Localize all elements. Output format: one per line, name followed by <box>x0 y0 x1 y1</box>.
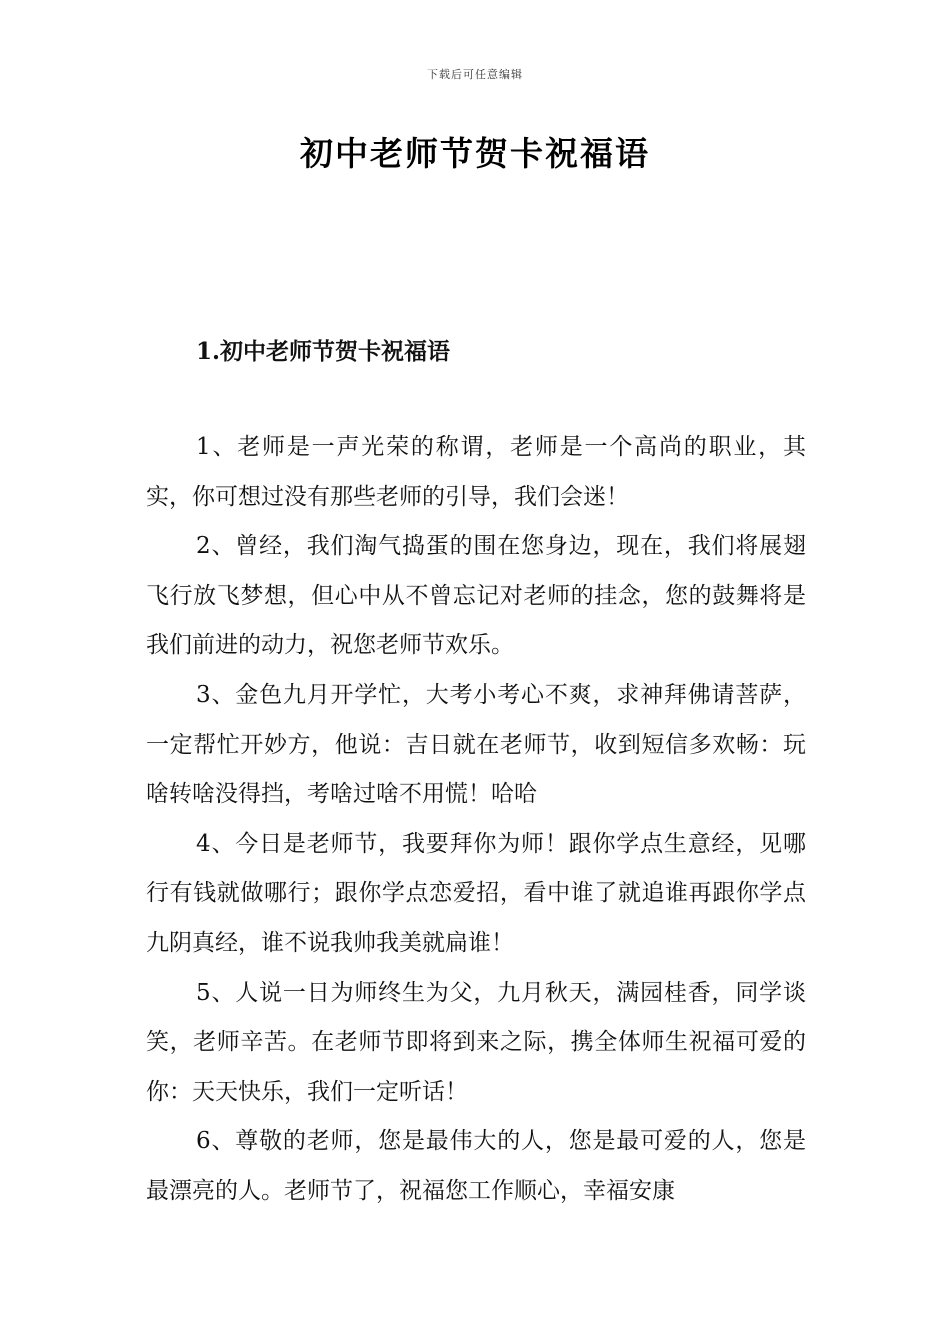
section-heading: 1.初中老师节贺卡祝福语 <box>196 338 451 365</box>
paragraph: 3、金色九月开学忙，大考小考心不爽，求神拜佛请菩萨，一定帮忙开妙方，他说：吉日就在老师节，收到短信多欢畅：玩啥转啥没得挡，考啥过啥不用慌！哈哈 <box>146 681 806 808</box>
paragraph: 4、今日是老师节，我要拜你为师！跟你学点生意经，见哪行有钱就做哪行；跟你学点恋爱招，看中谁了就追谁再跟你学点九阴真经，谁不说我帅我美就扁谁！ <box>146 830 806 956</box>
paragraph: 2、曾经，我们淘气捣蛋的围在您身边，现在，我们将展翅飞行放飞梦想，但心中从不曾忘记对老师的挂念，您的鼓舞将是我们前进的动力，祝您老师节欢乐。 <box>146 533 806 659</box>
paragraph: 5、人说一日为师终生为父，九月秋天，满园桂香，同学谈笑，老师辛苦。在老师节即将到来之际，携全体师生祝福可爱的你：天天快乐，我们一定听话！ <box>146 979 806 1105</box>
header-note: 下载后可任意编辑 <box>427 68 523 81</box>
paragraph: 1、老师是一声光荣的称谓，老师是一个高尚的职业，其实，你可想过没有那些老师的引导，我们会迷！ <box>146 434 806 510</box>
document-title: 初中老师节贺卡祝福语 <box>300 134 650 173</box>
document-body <box>146 423 806 1217</box>
paragraph: 6、尊敬的老师，您是最伟大的人，您是最可爱的人，您是最漂亮的人。老师节了，祝福您工作顺心，幸福安康 <box>146 1128 806 1204</box>
